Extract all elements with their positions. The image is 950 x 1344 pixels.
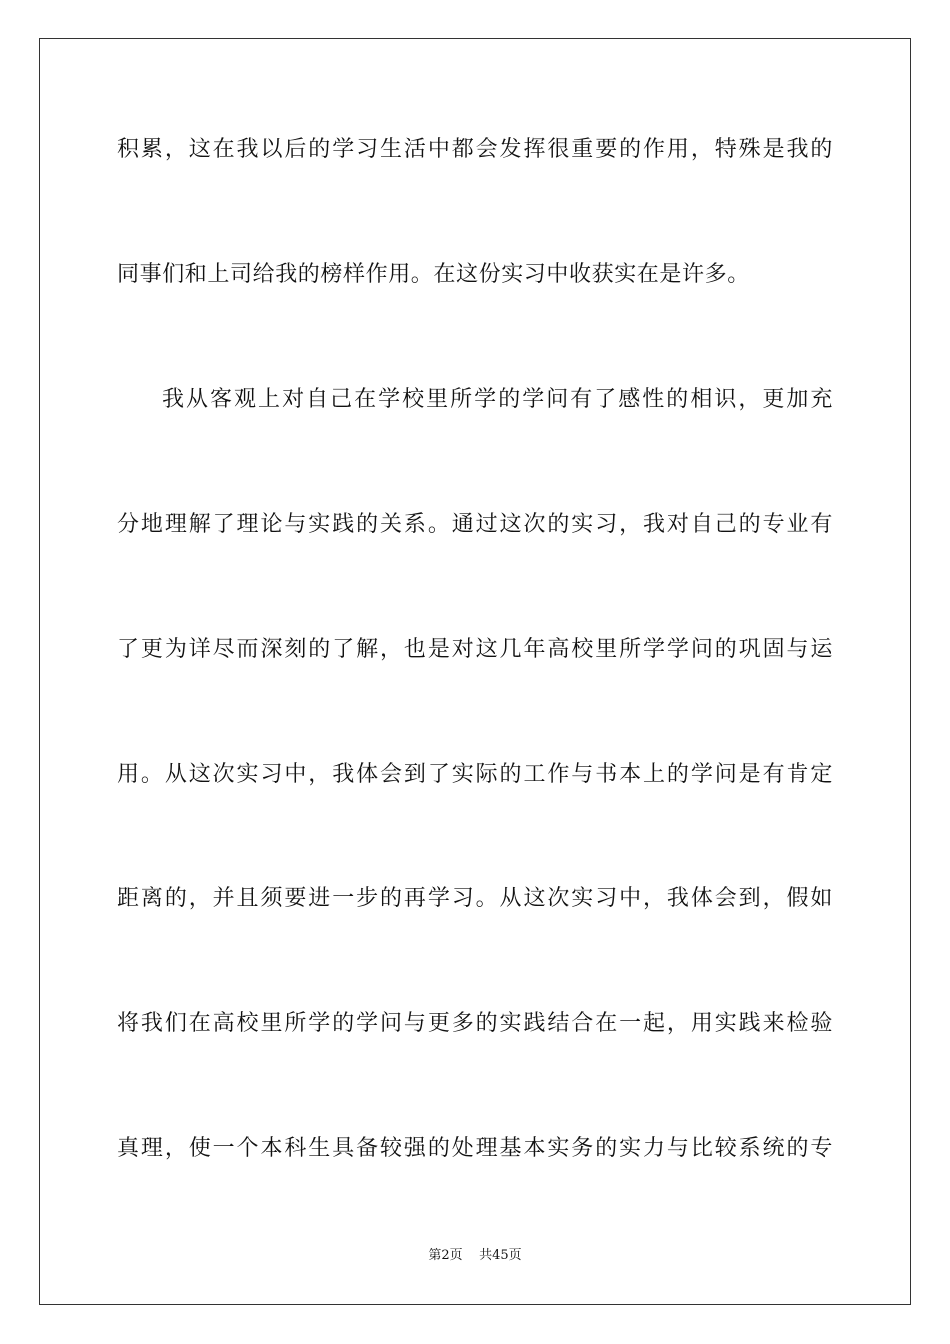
paragraph-first-line: 我从客观上对自己在学校里所学的学问有了感性的相识，更加充 [162, 387, 833, 412]
body-text-line: 真理，使一个本科生具备较强的处理基本实务的实力与比较系统的专 [117, 1136, 833, 1161]
body-text-line: 同事们和上司给我的榜样作用。在这份实习中收获实在是许多。 [117, 262, 750, 287]
body-text-line: 积累，这在我以后的学习生活中都会发挥很重要的作用，特殊是我的 [117, 137, 833, 162]
page-total: 共45页 [479, 1248, 522, 1263]
page-border [39, 38, 911, 1305]
body-text-line: 将我们在高校里所学的学问与更多的实践结合在一起，用实践来检验 [117, 1011, 833, 1036]
page-footer [0, 1247, 950, 1265]
page-number: 第2页 [428, 1248, 463, 1263]
body-text-line: 距离的，并且须要进一步的再学习。从这次实习中，我体会到，假如 [117, 886, 833, 911]
body-text-line: 分地理解了理论与实践的关系。通过这次的实习，我对自己的专业有 [117, 512, 833, 537]
body-text-line: 了更为详尽而深刻的了解，也是对这几年高校里所学学问的巩固与运 [117, 637, 833, 662]
body-text-line: 用。从这次实习中，我体会到了实际的工作与书本上的学问是有肯定 [117, 762, 833, 787]
